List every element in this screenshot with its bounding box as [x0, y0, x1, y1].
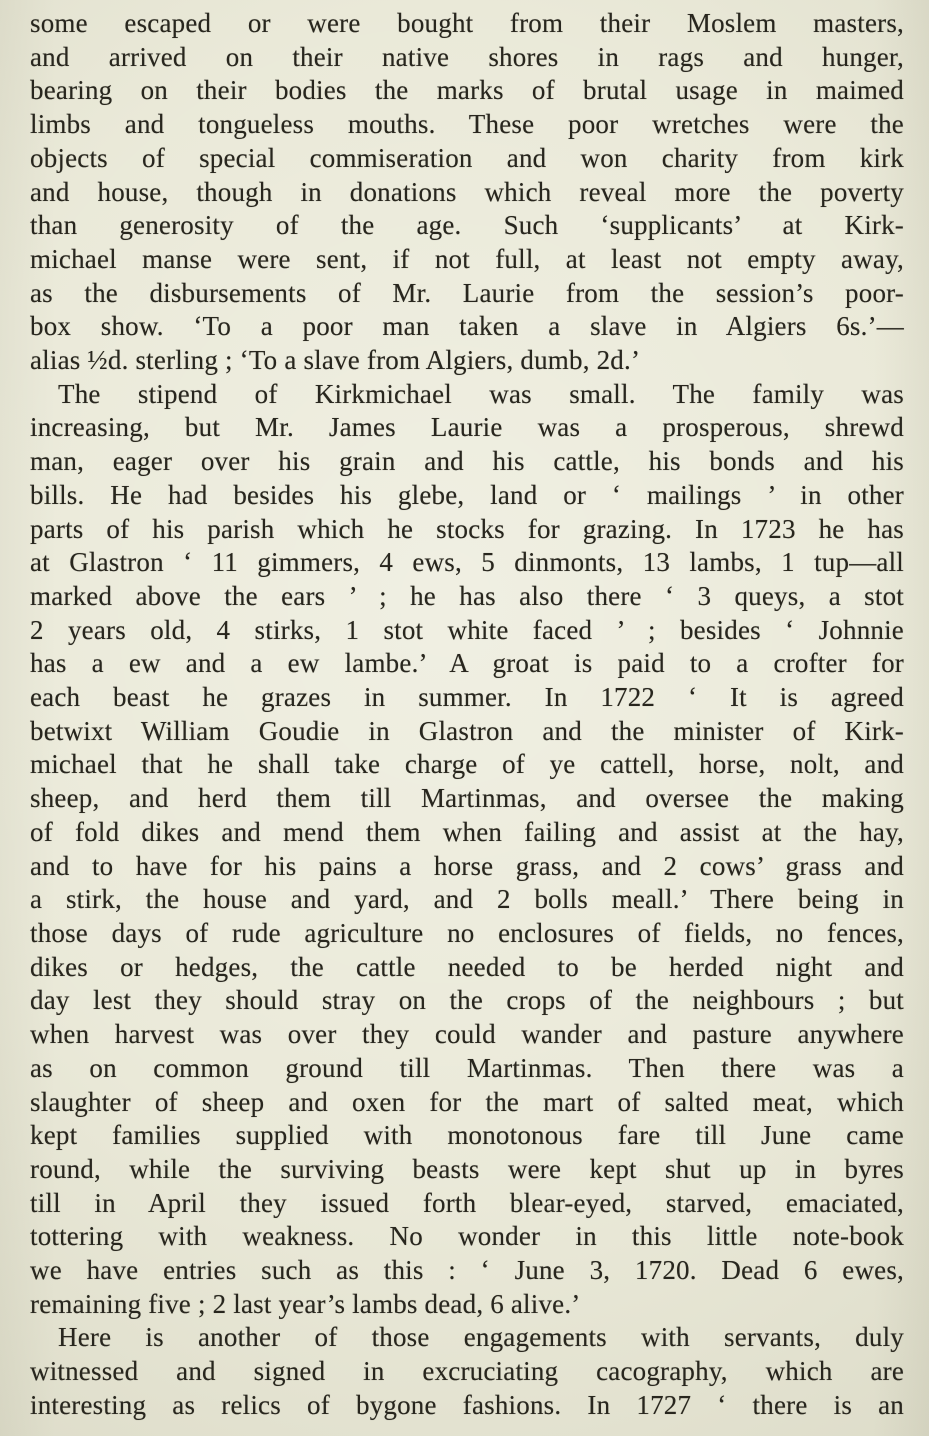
- text-line: and to have for his pains a horse grass, and 2 cows’ grass and: [30, 850, 904, 881]
- text-line: dikes or hedges, the cattle needed to be herded night and: [30, 951, 904, 982]
- text-line: Here is another of those engagements with servants, duly: [58, 1322, 904, 1353]
- text-line: of fold dikes and mend them when failing and assist at the hay,: [30, 816, 904, 847]
- text-line: each beast he grazes in summer. In 1722 ‘ It is agreed: [30, 682, 904, 713]
- text-line: michael manse were sent, if not full, at least not empty away,: [30, 243, 904, 274]
- text-line: bills. He had besides his glebe, land or ‘ mailings ’ in other: [30, 479, 904, 510]
- text-line: witnessed and signed in excruciating cacography, which are: [30, 1356, 904, 1387]
- text-line: box show. ‘To a poor man taken a slave in Algiers 6s.’—: [30, 311, 904, 342]
- text-line: remaining five ; 2 last year’s lambs dead, 6 alive.’: [30, 1288, 581, 1319]
- text-line: increasing, but Mr. James Laurie was a prosperous, shrewd: [30, 412, 904, 443]
- text-line: 2 years old, 4 stirks, 1 stot white faced ’ ; besides ‘ Johnnie: [30, 614, 904, 645]
- text-line: sheep, and herd them till Martinmas, and oversee the making: [30, 783, 904, 814]
- text-line: than generosity of the age. Such ‘supplicants’ at Kirk-: [30, 210, 904, 241]
- text-line: interesting as relics of bygone fashions. In 1727 ‘ there is an: [30, 1389, 904, 1420]
- page-text-block: [30, 7, 904, 1423]
- text-line: as the disbursements of Mr. Laurie from the session’s poor-: [30, 277, 904, 308]
- text-line: alias ½d. sterling ; ‘To a slave from Algiers, dumb, 2d.’: [30, 345, 641, 376]
- text-line: tottering with weakness. No wonder in this little note-book: [30, 1221, 904, 1252]
- text-line: till in April they issued forth blear-eyed, starved, emaciated,: [30, 1187, 904, 1218]
- text-line: round, while the surviving beasts were kept shut up in byres: [30, 1153, 904, 1184]
- text-line: we have entries such as this : ‘ June 3, 1720. Dead 6 ewes,: [30, 1255, 904, 1286]
- text-line: bearing on their bodies the marks of brutal usage in maimed: [30, 75, 904, 106]
- text-line: The stipend of Kirkmichael was small. The family was: [58, 378, 904, 409]
- text-line: objects of special commiseration and won charity from kirk: [30, 142, 904, 173]
- text-line: at Glastron ‘ 11 gimmers, 4 ews, 5 dinmonts, 13 lambs, 1 tup—all: [30, 547, 904, 578]
- text-line: kept families supplied with monotonous fare till June came: [30, 1120, 904, 1151]
- text-line: parts of his parish which he stocks for grazing. In 1723 he has: [30, 513, 904, 544]
- text-line: those days of rude agriculture no enclosures of fields, no fences,: [30, 917, 904, 948]
- text-line: slaughter of sheep and oxen for the mart of salted meat, which: [30, 1086, 904, 1117]
- text-line: michael that he shall take charge of ye cattell, horse, nolt, and: [30, 749, 904, 780]
- text-line: when harvest was over they could wander and pasture anywhere: [30, 1019, 904, 1050]
- text-line: as on common ground till Martinmas. Then there was a: [30, 1052, 904, 1083]
- text-line: a stirk, the house and yard, and 2 bolls meall.’ There being in: [30, 884, 904, 915]
- text-line: betwixt William Goudie in Glastron and the minister of Kirk-: [30, 715, 904, 746]
- text-line: day lest they should stray on the crops of the neighbours ; but: [30, 985, 904, 1016]
- text-line: and house, though in donations which reveal more the poverty: [30, 176, 904, 207]
- text-line: limbs and tongueless mouths. These poor wretches were the: [30, 109, 904, 140]
- text-line: and arrived on their native shores in rags and hunger,: [30, 41, 904, 72]
- text-line: some escaped or were bought from their Moslem masters,: [30, 8, 904, 38]
- text-line: has a ew and a ew lambe.’ A groat is paid to a crofter for: [30, 648, 904, 679]
- text-line: man, eager over his grain and his cattle, his bonds and his: [30, 446, 904, 477]
- text-line: marked above the ears ’ ; he has also there ‘ 3 queys, a stot: [30, 580, 904, 611]
